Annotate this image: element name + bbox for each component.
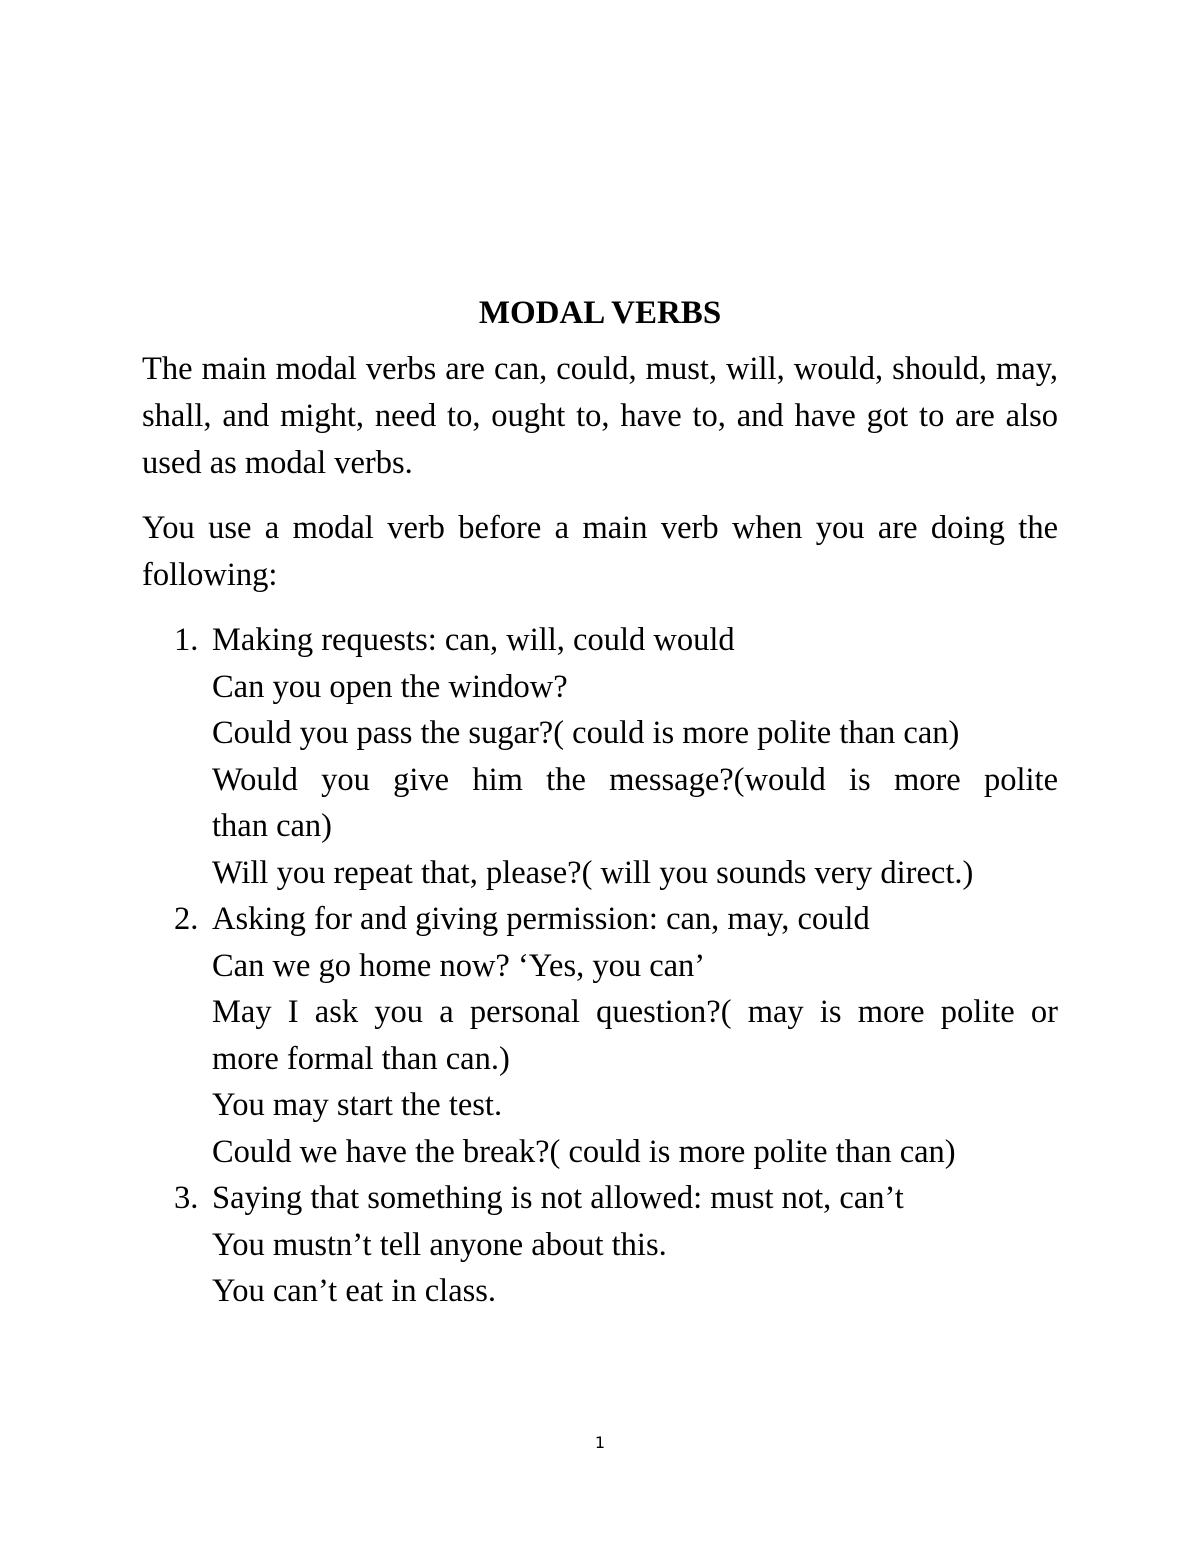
example-sentence: Could you pass the sugar?( could is more polite than can) [212,715,960,751]
section-heading: Saying that something is not allowed: must not, can’t [212,1180,904,1216]
example-sentence-continuation: more formal than can.) [212,1040,510,1077]
document-body [142,290,1058,1315]
example-sentence: Will you repeat that, please?( will you sounds very direct.) [212,854,974,891]
section-heading: Making requests: can, will, could would [212,622,735,658]
example-sentence-continuation: than can) [212,808,333,844]
example-sentence: Can you open the window? [212,668,568,705]
list-number: 3. [174,1180,199,1216]
example-sentence: You can’t eat in class. [212,1273,497,1309]
example-sentence: You mustn’t tell anyone about this. [212,1226,667,1263]
modal-uses-list [142,617,1058,1315]
example-sentence: You may start the test. [212,1087,503,1123]
list-item-not-allowed [142,1175,1058,1315]
section-heading: Asking for and giving permission: can, may, could [212,901,870,937]
list-number: 2. [174,901,199,937]
example-sentence: Can we go home now? ‘Yes, you can’ [212,947,706,984]
example-sentence: May I ask you a personal question?( may is more polite or [212,994,1058,1030]
page-number: 1 [594,1433,606,1452]
example-sentence: Could we have the break?( could is more polite than can) [212,1133,956,1170]
page-title: MODAL VERBS [478,295,722,331]
list-item-requests [142,617,1058,896]
intro-paragraph: The main modal verbs are can, could, must, will, would, should, may, shall, and might, need to, ought to, have to, and have got to are also used as modal verbs. [142,351,1058,481]
list-number: 1. [174,622,199,658]
usage-paragraph: You use a modal verb before a main verb when you are doing the following: [142,510,1058,593]
list-item-permission [142,896,1058,1175]
example-sentence: Would you give him the message?(would is more polite [212,761,1058,798]
